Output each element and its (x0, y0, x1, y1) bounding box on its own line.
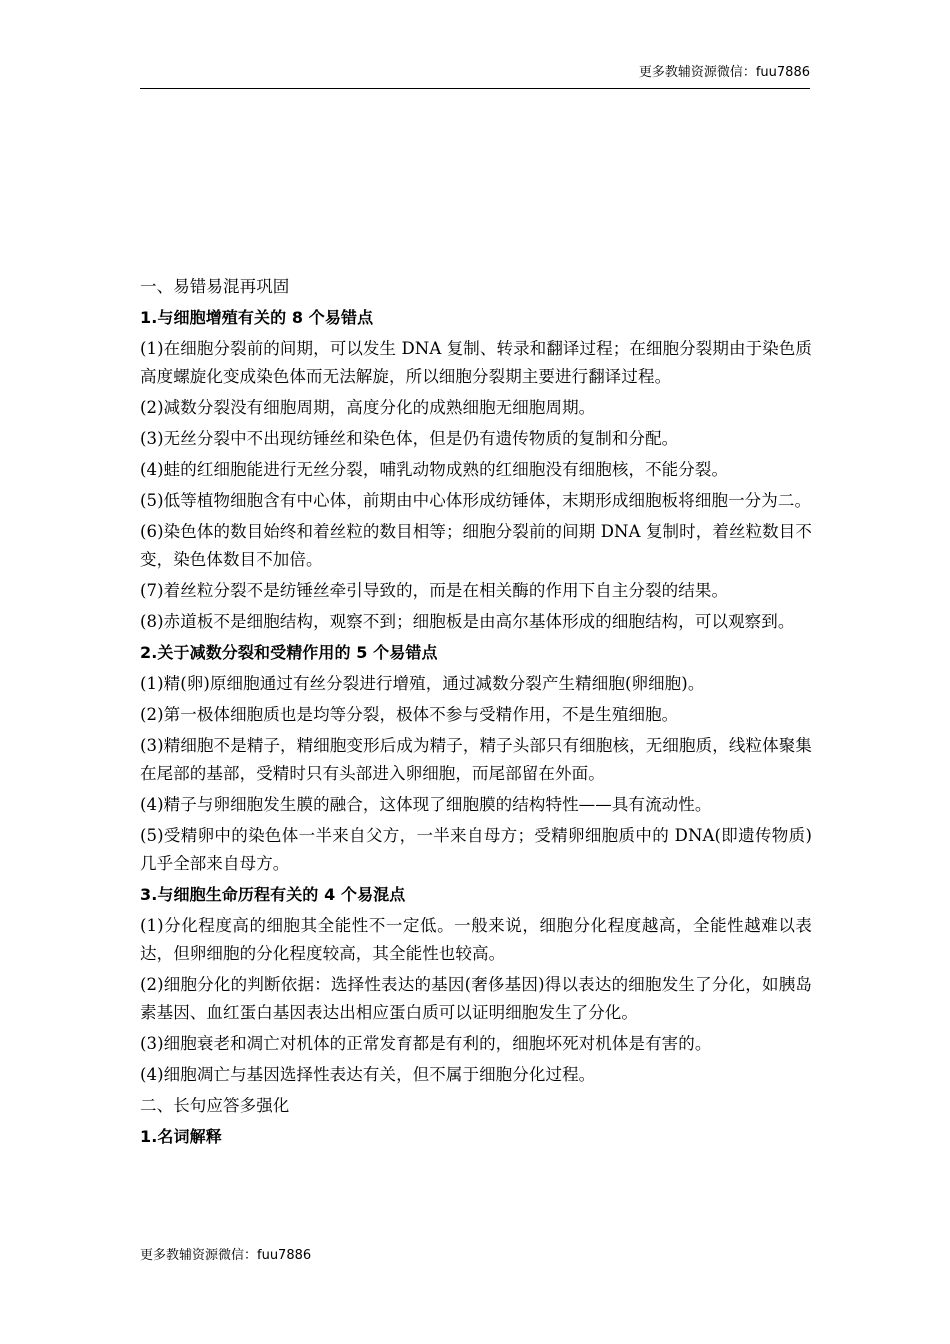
list-item: (3)无丝分裂中不出现纺锤丝和染色体，但是仍有遗传物质的复制和分配。 (140, 429, 679, 448)
page-header: 更多教辅资源微信：fuu7886 (140, 62, 810, 89)
list-item: (1)精(卵)原细胞通过有丝分裂进行增殖，通过减数分裂产生精细胞(卵细胞)。 (140, 674, 705, 693)
group-heading-4: 1.名词解释 (140, 1127, 222, 1146)
list-item: (6)染色体的数目始终和着丝粒的数目相等；细胞分裂前的间期 DNA 复制时，着丝粒数目不变，染色体数目不加倍。 (140, 522, 812, 569)
list-item: (2)第一极体细胞质也是均等分裂，极体不参与受精作用，不是生殖细胞。 (140, 705, 679, 724)
group-heading-2: 2.关于减数分裂和受精作用的 5 个易错点 (140, 643, 438, 662)
list-item: (4)蛙的红细胞能进行无丝分裂，哺乳动物成熟的红细胞没有细胞核，不能分裂。 (140, 460, 729, 479)
list-item: (5)低等植物细胞含有中心体，前期由中心体形成纺锤体，末期形成细胞板将细胞一分为二。 (140, 491, 812, 510)
group-heading-3: 3.与细胞生命历程有关的 4 个易混点 (140, 885, 406, 904)
list-item: (1)分化程度高的细胞其全能性不一定低。一般来说，细胞分化程度越高，全能性越难以表达，但卵细胞的分化程度较高，其全能性也较高。 (140, 916, 812, 963)
list-item: (4)细胞凋亡与基因选择性表达有关，但不属于细胞分化过程。 (140, 1065, 596, 1084)
document-body (140, 273, 812, 1154)
list-item: (3)细胞衰老和凋亡对机体的正常发育都是有利的，细胞坏死对机体是有害的。 (140, 1034, 712, 1053)
page-footer: 更多教辅资源微信：fuu7886 (140, 1248, 312, 1263)
list-item: (4)精子与卵细胞发生膜的融合，这体现了细胞膜的结构特性——具有流动性。 (140, 795, 712, 814)
list-item: (2)细胞分化的判断依据：选择性表达的基因(奢侈基因)得以表达的细胞发生了分化，如胰岛素基因、血红蛋白基因表达出相应蛋白质可以证明细胞发生了分化。 (140, 975, 812, 1022)
section-title-2: 二、长句应答多强化 (140, 1096, 290, 1115)
list-item: (8)赤道板不是细胞结构，观察不到；细胞板是由高尔基体形成的细胞结构，可以观察到。 (140, 612, 795, 631)
group-heading-1: 1.与细胞增殖有关的 8 个易错点 (140, 308, 374, 327)
section-title-1: 一、易错易混再巩固 (140, 277, 290, 296)
list-item: (5)受精卵中的染色体一半来自父方，一半来自母方；受精卵细胞质中的 DNA(即遗传物质)几乎全部来自母方。 (140, 826, 812, 873)
list-item: (1)在细胞分裂前的间期，可以发生 DNA 复制、转录和翻译过程；在细胞分裂期由于染色质高度螺旋化变成染色体而无法解旋，所以细胞分裂期主要进行翻译过程。 (140, 339, 812, 386)
list-item: (7)着丝粒分裂不是纺锤丝牵引导致的，而是在相关酶的作用下自主分裂的结果。 (140, 581, 729, 600)
list-item: (2)减数分裂没有细胞周期，高度分化的成熟细胞无细胞周期。 (140, 398, 596, 417)
list-item: (3)精细胞不是精子，精细胞变形后成为精子，精子头部只有细胞核，无细胞质，线粒体聚集在尾部的基部，受精时只有头部进入卵细胞，而尾部留在外面。 (140, 736, 812, 783)
